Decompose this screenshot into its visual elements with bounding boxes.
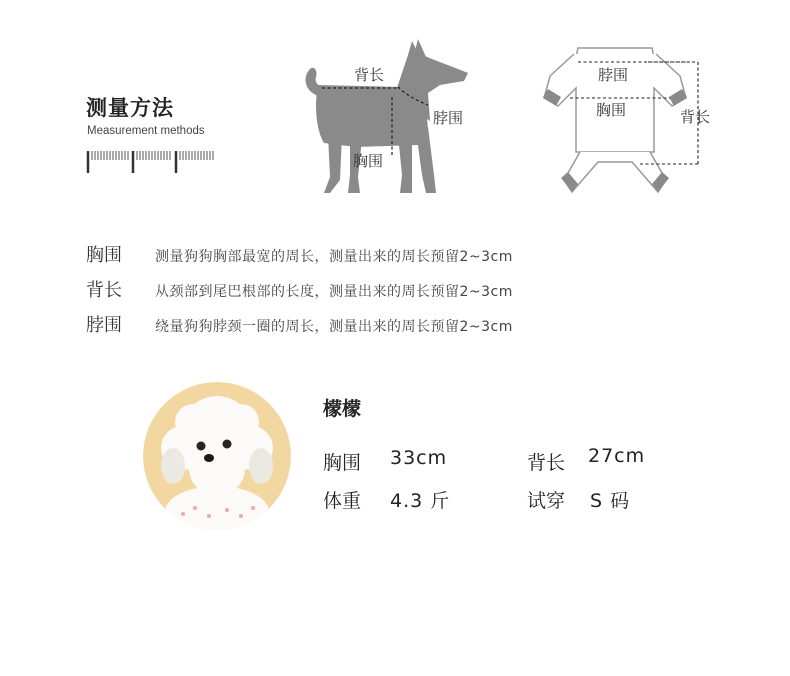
model-name: 檬檬 [323,398,362,420]
spec-value: 33cm [390,447,448,469]
model-avatar [143,382,291,530]
clothes-length-label: 背长 [680,108,711,126]
page-title: 测量方法 [86,96,174,120]
definition-term: 背长 [86,280,122,301]
spec-label: 体重 [323,490,362,512]
dog-chest-label: 胸围 [353,152,384,170]
definition-text: 测量狗狗胸部最宽的周长，测量出来的周长预留2~3cm [155,249,513,265]
page-subtitle: Measurement methods [87,125,205,137]
spec-value: 27cm [588,445,646,467]
spec-value: 4.3 斤 [390,490,451,512]
definition-text: 绕量狗狗脖颈一圈的周长，测量出来的周长预留2~3cm [155,319,513,335]
dog-back-label: 背长 [354,66,385,84]
spec-label: 胸围 [323,452,362,474]
definition-term: 胸围 [86,245,122,266]
clothes-chest-label: 胸围 [596,101,627,119]
spec-value: S 码 [590,490,631,512]
definition-term: 脖围 [86,315,122,336]
spec-label: 试穿 [527,490,566,512]
dog-neck-label: 脖围 [433,109,464,127]
clothes-neck-label: 脖围 [598,66,629,84]
spec-label: 背长 [527,452,566,474]
definition-text: 从颈部到尾巴根部的长度，测量出来的周长预留2~3cm [155,284,513,300]
ruler-icon [86,147,216,173]
